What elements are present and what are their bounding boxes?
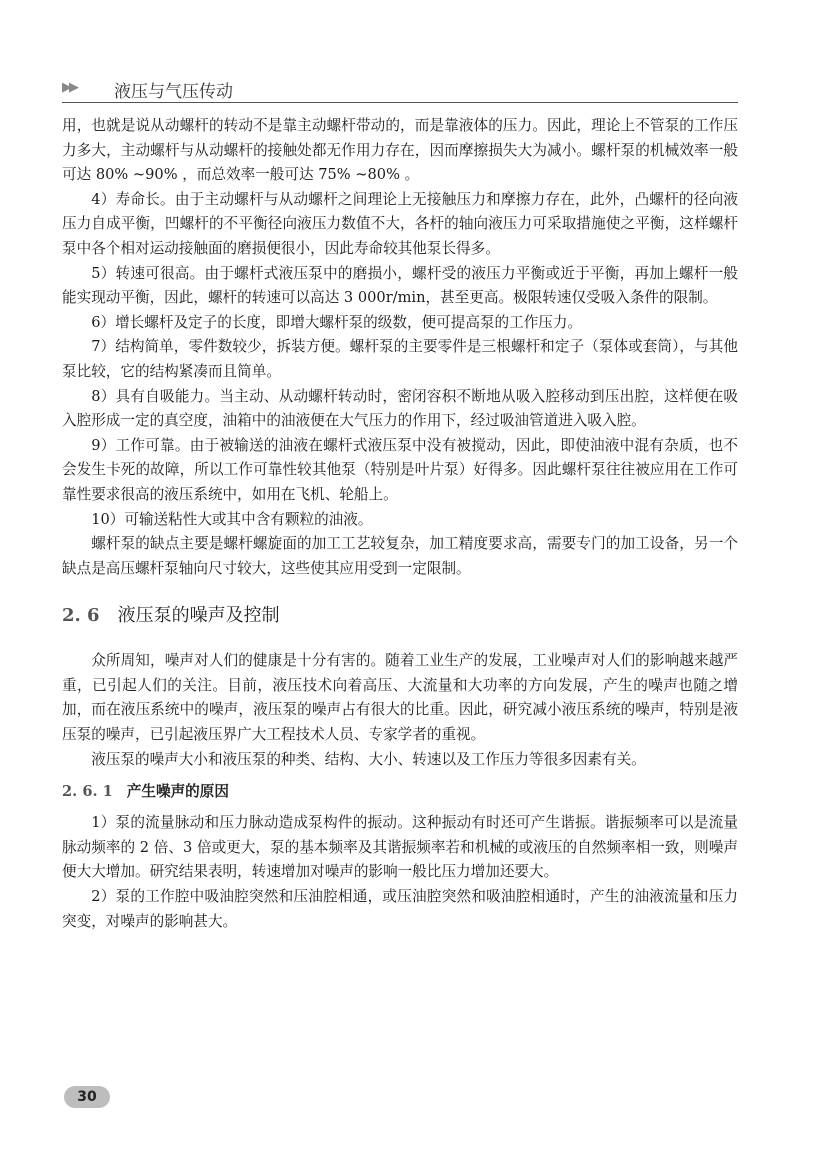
paragraph: 4）寿命长。由于主动螺杆与从动螺杆之间理论上无接触压力和摩擦力存在，此外，凸螺杆的径向液压力自成平衡，凹螺杆的不平衡径向液压力数值不大，各杆的轴向液压力可采取措施使之平衡，这样螺杆泵中各个相对运动接触面的磨损便很小，因此寿命较其他泵长得多。: [62, 190, 738, 257]
paragraph: 7）结构简单，零件数较少，拆装方便。螺杆泵的主要零件是三根螺杆和定子（泵体或套筒），与其他泵比较，它的结构紧凑而且简单。: [62, 338, 738, 380]
paragraph: 8）具有自吸能力。当主动、从动螺杆转动时，密闭容积不断地从吸入腔移动到压出腔，这样便在吸入腔形成一定的真空度，油箱中的油液便在大气压力的作用下，经过吸油管道进入吸入腔。: [62, 387, 738, 430]
page-body: [62, 114, 738, 934]
paragraph: 2）泵的工作腔中吸油腔突然和压油腔相通，或压油腔突然和吸油腔相通时，产生的油液流量和压力突变，对噪声的影响甚大。: [62, 888, 738, 930]
subsection-heading: [62, 780, 738, 801]
subsection-number: 2. 6. 1: [62, 783, 113, 801]
paragraph: 9）工作可靠。由于被输送的油液在螺杆式液压泵中没有被搅动，因此，即使油液中混有杂质，也不会发生卡死的故障，所以工作可靠性较其他泵（特别是叶片泵）好得多。因此螺杆泵往往被应用在工作可靠性要求很高的液压系统中，如用在飞机、轮船上。: [62, 436, 738, 503]
paragraph: 用，也就是说从动螺杆的转动不是靠主动螺杆带动的，而是靠液体的压力。因此，理论上不管泵的工作压力多大，主动螺杆与从动螺杆的接触处都无作用力存在，因而摩擦损失大为减小。螺杆泵的机械效率一般可达 80% ~90% ，而总效率一般可达 75% ~80% 。: [62, 117, 738, 184]
paragraph: 液压泵的噪声大小和液压泵的种类、结构、大小、转速以及工作压力等很多因素有关。: [91, 750, 646, 768]
running-header: [62, 76, 738, 103]
paragraph: 众所周知，噪声对人们的健康是十分有害的。随着工业生产的发展，工业噪声对人们的影响越来越严重，已引起人们的关注。目前，液压技术向着高压、大流量和大功率的方向发展，产生的噪声也随之增加，而在液压系统中的噪声，液压泵的噪声占有很大的比重。因此，研究减小液压系统的噪声，特别是液压泵的噪声，已引起液压界广大工程技术人员、专家学者的重视。: [62, 652, 738, 744]
paragraph: 5）转速可很高。由于螺杆式液压泵中的磨损小，螺杆受的液压力平衡或近于平衡，再加上螺杆一般能实现动平衡，因此，螺杆的转速可以高达 3 000r/min，甚至更高。极限转速仅受吸入条件的限制。: [62, 264, 738, 307]
paragraph: 6）增长螺杆及定子的长度，即增大螺杆泵的级数，便可提高泵的工作压力。: [91, 313, 583, 331]
section-heading: [62, 601, 738, 627]
paragraph: 1）泵的流量脉动和压力脉动造成泵构件的振动。这种振动有时还可产生谐振。谐振频率可以是流量脉动频率的 2 倍、3 倍或更大，泵的基本频率及其谐振频率若和机械的或液压的自然频率相一致，则噪声便大大增加。研究结果表明，转速增加对噪声的影响一般比压力增加还要大。: [62, 814, 738, 881]
section-title: 液压泵的噪声及控制: [117, 605, 280, 627]
header-arrows-icon: ▶▶: [62, 80, 76, 95]
paragraph: 螺杆泵的缺点主要是螺杆螺旋面的加工工艺较复杂，加工精度要求高，需要专门的加工设备，另一个缺点是高压螺杆泵轴向尺寸较大，这些使其应用受到一定限制。: [62, 535, 738, 577]
section-number: 2. 6: [62, 605, 100, 627]
page-number-badge: 30: [64, 1086, 110, 1108]
header-book-title: 液压与气压传动: [114, 82, 233, 102]
paragraph: 10）可输送粘性大或其中含有颗粒的油液。: [91, 510, 373, 528]
subsection-title: 产生噪声的原因: [126, 783, 229, 801]
